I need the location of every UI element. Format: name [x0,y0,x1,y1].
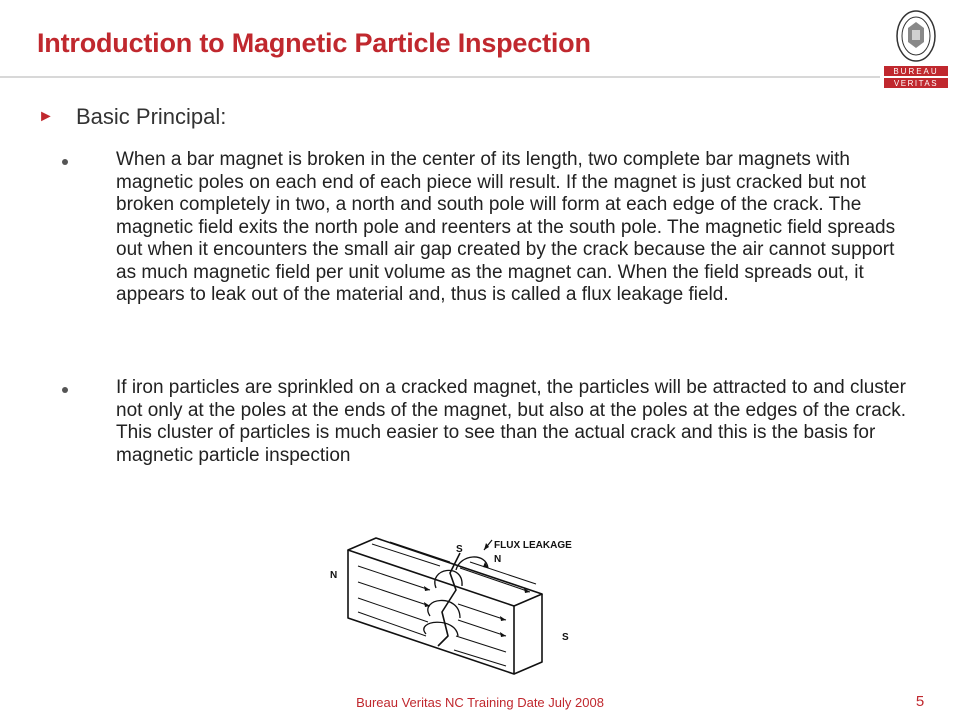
logo-word-veritas: VERITAS [893,79,939,88]
pole-label-north-left: N [330,570,338,581]
bullet-basic-principal [38,104,226,130]
pole-label-south-right: S [562,632,569,643]
bureau-veritas-logo [884,8,948,90]
paragraph-text: When a bar magnet is broken in the center of its length, two complete bar magnets with magnetic poles on each end of each piece will result. If the magnet is just cracked but not broken completely in two, a north and south pole will form at each edge of the crack. The magnetic field exits the north pole and reenters at the south pole. The magnetic field spreads out when it encounters the small air gap created by the crack because the air cannot support as much magnetic field per unit volume as the magnet can. When the field spreads out, it appears to leak out of the material and, thus is called a flux leakage field. [116,149,896,305]
sub-bullet-2 [62,377,922,467]
title-divider [0,76,880,78]
crack-pole-south: S [456,544,463,555]
sub-bullet-1 [62,149,922,307]
paragraph-text: If iron particles are sprinkled on a cracked magnet, the particles will be attracted to and cluster not only at the poles at the ends of the magnet, but also at the poles at the edges of the crack. This cluster of particles is much easier to see than the actual crack and this is the basis for magnetic particle inspection [116,377,907,466]
logo-word-bureau: BUREAU [893,67,939,76]
bullet-label: Basic Principal: [76,104,227,129]
dot-bullet-icon [62,159,68,165]
dot-bullet-icon [62,387,68,393]
flux-leakage-label: FLUX LEAKAGE [494,540,572,551]
crack-pole-north: N [494,554,502,565]
triangle-bullet-icon: ► [38,108,54,125]
footer-text: Bureau Veritas NC Training Date July 2008 [356,695,604,710]
flux-leakage-diagram [310,528,610,678]
page-number: 5 [915,693,925,710]
slide-title: Introduction to Magnetic Particle Inspection [37,28,591,58]
